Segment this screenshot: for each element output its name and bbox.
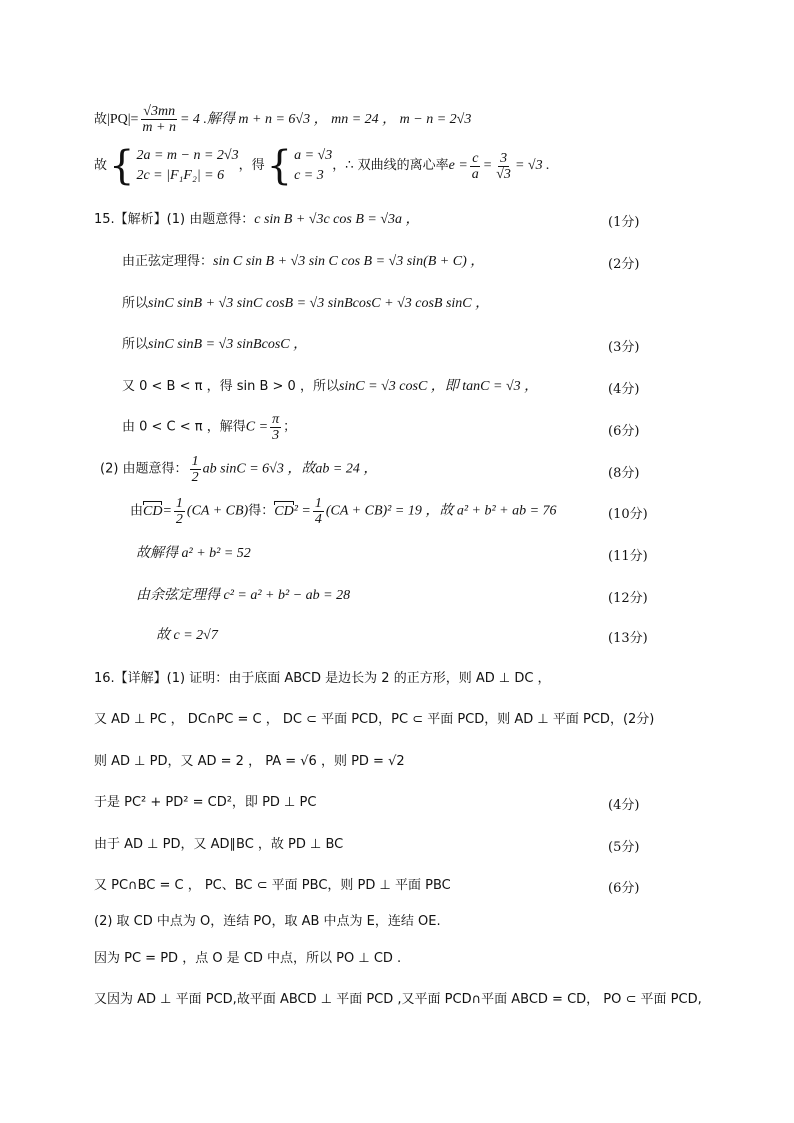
text: 故 [94,158,108,173]
line-system [94,143,550,189]
step-line [122,378,538,396]
text: 由正弦定理得： [122,254,214,269]
math: = √3 . [514,158,550,173]
score-note: (3分) [608,340,640,355]
row: c = 3 [294,168,324,183]
text: 所以 [122,296,149,311]
denominator: 2 [175,512,183,527]
math: sinC sinB + √3 sinC cosB = √3 sinBcosC + √3 cosB sinC ， [148,296,490,311]
score-note: (6分) [608,424,640,439]
step-line: 由于 AD ⊥ PD，又 AD∥BC ，故 PD ⊥ BC [94,837,344,852]
score-note: (8分) [608,466,640,481]
text: 又 0 < B < π ，得 sin B > 0 ，所以 [122,379,339,394]
text: ，∴ 双曲线的离心率 [332,158,449,173]
denominator: 3 [272,428,280,443]
text: 所以 [122,337,149,352]
text: (2) 由题意得： [100,461,188,477]
q15-heading [94,211,420,229]
score-note: (1分) [608,215,640,230]
equation-system [109,143,239,189]
score-note: (13分) [608,631,648,646]
numerator: π [272,412,280,427]
math: 由余弦定理得 c² = a² + b² − ab = 28 [136,588,351,603]
score-note: (11分) [608,549,648,564]
equation-system [266,143,333,189]
text: 由 0 < C < π ，解得 [122,419,246,435]
score-note: (12分) [608,591,648,606]
text: 故 [94,112,108,127]
math: sin C sin B + √3 sin C cos B = √3 sin(B + C) ， [213,254,485,269]
step-line: 于是 PC² + PD² = CD²，即 PD ⊥ PC [94,795,317,810]
text: 由 [130,503,144,519]
step-line [136,545,251,563]
numerator: 1 [175,496,183,511]
row: 2a = m − n = 2√3 [136,148,239,163]
fraction [470,151,481,182]
score-note: (10分) [608,507,648,522]
text: ，得 [238,158,265,173]
math: (CA + CB) [186,503,249,519]
step-line [130,496,557,527]
step-line [122,253,484,271]
numerator: 1 [314,496,322,511]
score-note: (2分) [608,257,640,272]
brace: { [266,143,293,189]
denominator: √3 [496,166,511,182]
denominator: 2 [191,470,199,485]
math: sinC = √3 cosC ，即 tanC = √3 ， [338,379,539,394]
math: 故解得 a² + b² = 52 [136,546,251,561]
question-label: 15.【解析】(1) 由题意得： [94,212,255,227]
fraction [140,104,178,135]
math: = 4 .解得 m + n = 6√3 ， mn = 24 ， m − n = 2√3 [179,112,472,127]
math: |PQ|= [107,112,139,127]
math: ² = [293,503,311,519]
step-line [122,412,296,443]
step-line [100,454,377,485]
numerator: √3mn [143,104,176,119]
denominator: a [471,166,479,182]
step-line: 因为 PC = PD ，点 O 是 CD 中点，所以 PO ⊥ CD . [94,951,402,966]
brace: { [109,143,135,189]
fraction [494,151,513,182]
fraction [190,454,201,485]
math: (CA + CB) [325,503,388,519]
text: ； [283,419,297,435]
score-note: (4分) [608,382,640,397]
math: e = [448,158,468,173]
fraction [174,496,185,527]
fraction [313,496,324,527]
step-line [156,627,218,645]
step-line [136,587,350,605]
vector: CD [143,503,163,519]
step-line [122,295,489,313]
numerator: c [472,150,479,166]
math: = [162,503,172,519]
numerator: 3 [500,150,508,166]
denominator: m + n [142,120,176,135]
denominator: 4 [314,512,322,527]
score-note: (4分) [608,798,640,813]
math: 故 c = 2√7 [156,628,218,643]
score-note: (5分) [608,840,640,855]
math: = [482,158,493,173]
score-note: (6分) [608,881,640,896]
step-line: 则 AD ⊥ PD，又 AD = 2 ， PA = √6 ，则 PD = √2 [94,754,405,769]
row: a = √3 [294,148,333,163]
fraction [270,412,281,443]
math: ² = 19 ，故 a² + b² + ab = 76 [387,503,557,519]
row: 2c = |F₁F₂| = 6 [136,168,225,183]
line-pq [94,104,471,135]
step-line: 又 AD ⊥ PC ， DC∩PC = C ， DC ⊂ 平面 PCD，PC ⊂ 平面 PCD，则 AD ⊥ 平面 PCD，(2分) [94,712,655,727]
step-line: 又 PC∩BC = C ， PC、BC ⊂ 平面 PBC，则 PD ⊥ 平面 PBC [94,878,451,893]
step-line: 又因为 AD ⊥ 平面 PCD,故平面 ABCD ⊥ 平面 PCD ,又平面 PCD∩平面 ABCD = CD， PO ⊂ 平面 PCD, [94,992,702,1007]
numerator: 1 [191,454,199,469]
vector: CD [274,503,294,519]
math: ab sinC = 6√3 ，故ab = 24 ， [202,461,378,477]
step-line [122,336,307,354]
text: 得： [248,503,275,519]
math: sinC sinB = √3 sinBcosC ， [148,337,308,352]
math: C = [245,419,269,435]
math: c sin B + √3c cos B = √3a ， [254,212,420,227]
step-line: (2) 取 CD 中点为 O，连结 PO，取 AB 中点为 E，连结 OE. [94,914,441,929]
q16-heading: 16.【详解】(1) 证明：由于底面 ABCD 是边长为 2 的正方形，则 AD ⊥ DC ， [94,671,551,686]
